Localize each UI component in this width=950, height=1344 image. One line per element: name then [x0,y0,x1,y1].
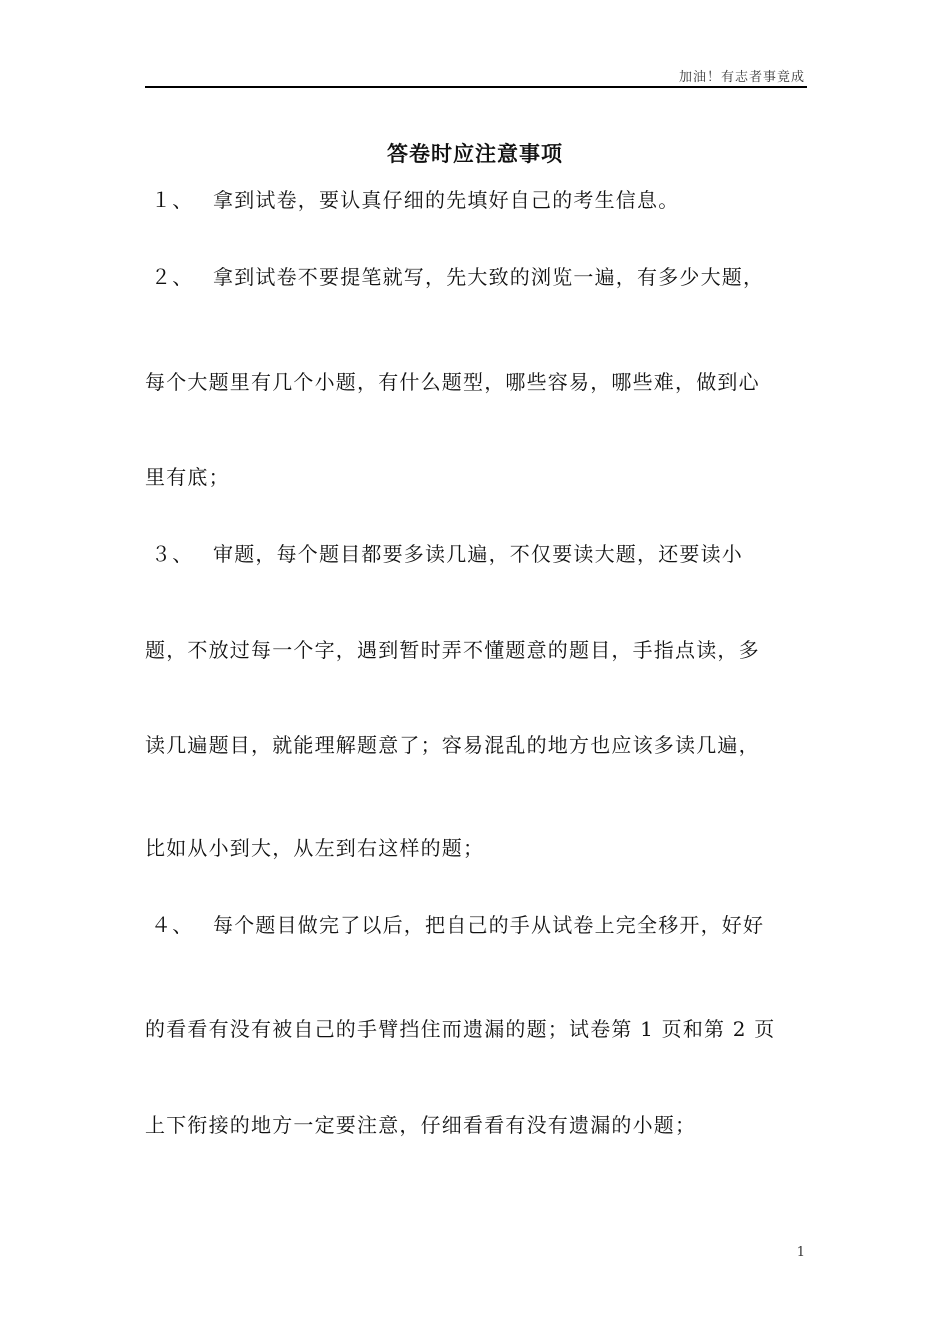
item-3-line-2: 题，不放过每一个字，遇到暂时弄不懂题意的题目，手指点读，多 [145,638,760,662]
item-1-text: 拿到试卷，要认真仔细的先填好自己的考生信息。 [213,188,680,212]
item-4-line-3: 上下衔接的地方一定要注意，仔细看看有没有遗漏的小题； [145,1113,697,1137]
item-3-number: ３、 [151,542,194,566]
item-2-line-1 [145,263,815,291]
item-2-text: 拿到试卷不要提笔就写，先大致的浏览一遍，有多少大题， [213,265,765,289]
item-1-number: １、 [151,188,194,212]
document-title: 答卷时应注意事项 [387,141,563,166]
item-3-text: 审题，每个题目都要多读几遍，不仅要读大题，还要读小 [213,542,743,566]
item-4-text: 每个题目做完了以后，把自己的手从试卷上完全移开，好好 [213,913,765,937]
item-2-number: ２、 [151,265,194,289]
header-motto: 加油！有志者事竟成 [678,70,805,85]
item-2-line-3: 里有底； [145,465,230,489]
item-1-line-1 [145,186,815,214]
item-3-line-3: 读几遍题目，就能理解题意了；容易混乱的地方也应该多读几遍， [145,733,760,757]
item-4-number: ４、 [151,913,194,937]
header-rule [145,86,807,88]
item-2-line-2: 每个大题里有几个小题，有什么题型，哪些容易，哪些难，做到心 [145,370,760,394]
item-3-line-1 [145,540,815,568]
page-number: 1 [796,1245,805,1260]
item-4-line-1 [145,911,815,939]
item-3-line-4: 比如从小到大，从左到右这样的题； [145,836,485,860]
item-4-line-2: 的看看有没有被自己的手臂挡住而遗漏的题；试卷第 1 页和第 2 页 [145,1017,776,1041]
